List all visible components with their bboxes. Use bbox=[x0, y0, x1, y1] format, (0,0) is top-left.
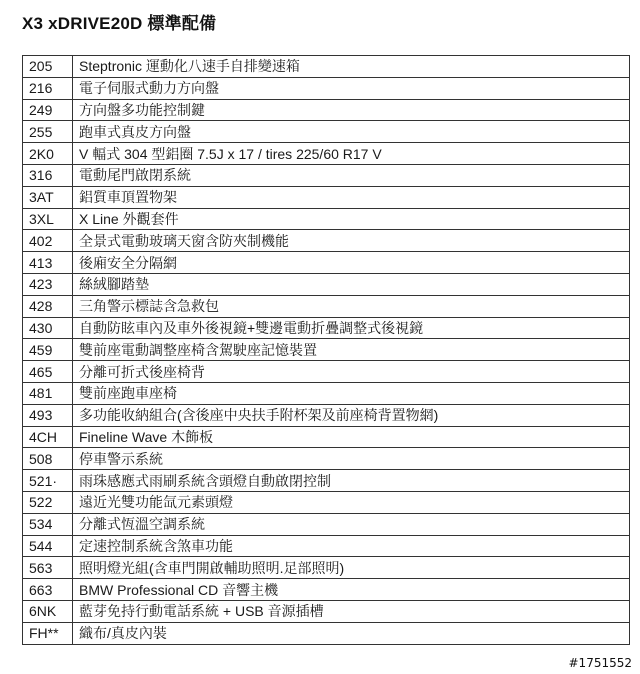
table-row bbox=[23, 77, 630, 99]
table-row bbox=[23, 339, 630, 361]
option-code: 2K0 bbox=[23, 143, 73, 165]
option-code: 508 bbox=[23, 448, 73, 470]
option-description: 織布/真皮內裝 bbox=[73, 622, 630, 644]
table-row bbox=[23, 56, 630, 78]
table-row bbox=[23, 557, 630, 579]
option-code: 423 bbox=[23, 273, 73, 295]
option-code: 481 bbox=[23, 382, 73, 404]
option-description: 分離式恆溫空調系統 bbox=[73, 513, 630, 535]
option-description: 後廂安全分隔網 bbox=[73, 252, 630, 274]
option-code: 428 bbox=[23, 295, 73, 317]
table-row bbox=[23, 164, 630, 186]
option-code: 465 bbox=[23, 361, 73, 383]
option-description: 照明燈光組(含車門開啟輔助照明.足部照明) bbox=[73, 557, 630, 579]
option-description: 絲絨腳踏墊 bbox=[73, 273, 630, 295]
table-row bbox=[23, 448, 630, 470]
option-description: 跑車式真皮方向盤 bbox=[73, 121, 630, 143]
option-description: Fineline Wave 木飾板 bbox=[73, 426, 630, 448]
option-code: 522 bbox=[23, 491, 73, 513]
option-description: 雙前座電動調整座椅含駕駛座記憶裝置 bbox=[73, 339, 630, 361]
table-row bbox=[23, 230, 630, 252]
option-code: 563 bbox=[23, 557, 73, 579]
option-code: 521· bbox=[23, 470, 73, 492]
option-description: 方向盤多功能控制鍵 bbox=[73, 99, 630, 121]
option-code: 205 bbox=[23, 56, 73, 78]
option-code: 534 bbox=[23, 513, 73, 535]
option-description: X Line 外觀套件 bbox=[73, 208, 630, 230]
option-code: 249 bbox=[23, 99, 73, 121]
table-row bbox=[23, 295, 630, 317]
table-row bbox=[23, 579, 630, 601]
table-row bbox=[23, 491, 630, 513]
option-description: 全景式電動玻璃天窗含防夾制機能 bbox=[73, 230, 630, 252]
option-description: BMW Professional CD 音響主機 bbox=[73, 579, 630, 601]
option-code: 6NK bbox=[23, 600, 73, 622]
option-description: 分離可折式後座椅背 bbox=[73, 361, 630, 383]
option-description: 藍芽免持行動電話系統 + USB 音源插槽 bbox=[73, 600, 630, 622]
option-code: 4CH bbox=[23, 426, 73, 448]
option-code: 430 bbox=[23, 317, 73, 339]
watermark-id: #1751552 bbox=[568, 656, 632, 670]
option-code: 3XL bbox=[23, 208, 73, 230]
option-description: 三角警示標誌含急救包 bbox=[73, 295, 630, 317]
table-row bbox=[23, 317, 630, 339]
table-row bbox=[23, 143, 630, 165]
table-row bbox=[23, 622, 630, 644]
option-code: 459 bbox=[23, 339, 73, 361]
table-row bbox=[23, 99, 630, 121]
table-row bbox=[23, 273, 630, 295]
option-code: 3AT bbox=[23, 186, 73, 208]
table-row bbox=[23, 382, 630, 404]
page-title: X3 xDRIVE20D 標準配備 bbox=[22, 14, 217, 33]
option-description: 雙前座跑車座椅 bbox=[73, 382, 630, 404]
table-row bbox=[23, 426, 630, 448]
table-row bbox=[23, 513, 630, 535]
option-description: 電動尾門啟閉系統 bbox=[73, 164, 630, 186]
option-code: 216 bbox=[23, 77, 73, 99]
option-description: 雨珠感應式雨刷系統含頭燈自動啟閉控制 bbox=[73, 470, 630, 492]
option-description: 電子伺服式動力方向盤 bbox=[73, 77, 630, 99]
option-code: 255 bbox=[23, 121, 73, 143]
option-code: 663 bbox=[23, 579, 73, 601]
option-description: 自動防眩車內及車外後視鏡+雙邊電動折疊調整式後視鏡 bbox=[73, 317, 630, 339]
table-row bbox=[23, 121, 630, 143]
option-code: 316 bbox=[23, 164, 73, 186]
table-row bbox=[23, 600, 630, 622]
option-description: 停車警示系統 bbox=[73, 448, 630, 470]
option-description: 定速控制系統含煞車功能 bbox=[73, 535, 630, 557]
option-code: 544 bbox=[23, 535, 73, 557]
table-row bbox=[23, 252, 630, 274]
option-description: V 輻式 304 型鋁圈 7.5J x 17 / tires 225/60 R17 V bbox=[73, 143, 630, 165]
option-description: Steptronic 運動化八速手自排變速箱 bbox=[73, 56, 630, 78]
option-description: 鋁質車頂置物架 bbox=[73, 186, 630, 208]
option-code: FH** bbox=[23, 622, 73, 644]
table-row bbox=[23, 186, 630, 208]
option-description: 遠近光雙功能氙元素頭燈 bbox=[73, 491, 630, 513]
equipment-table bbox=[22, 55, 630, 645]
option-code: 402 bbox=[23, 230, 73, 252]
table-row bbox=[23, 361, 630, 383]
option-description: 多功能收納組合(含後座中央扶手附杯架及前座椅背置物網) bbox=[73, 404, 630, 426]
table-row bbox=[23, 470, 630, 492]
table-row bbox=[23, 404, 630, 426]
option-code: 493 bbox=[23, 404, 73, 426]
option-code: 413 bbox=[23, 252, 73, 274]
table-row bbox=[23, 208, 630, 230]
table-row bbox=[23, 535, 630, 557]
